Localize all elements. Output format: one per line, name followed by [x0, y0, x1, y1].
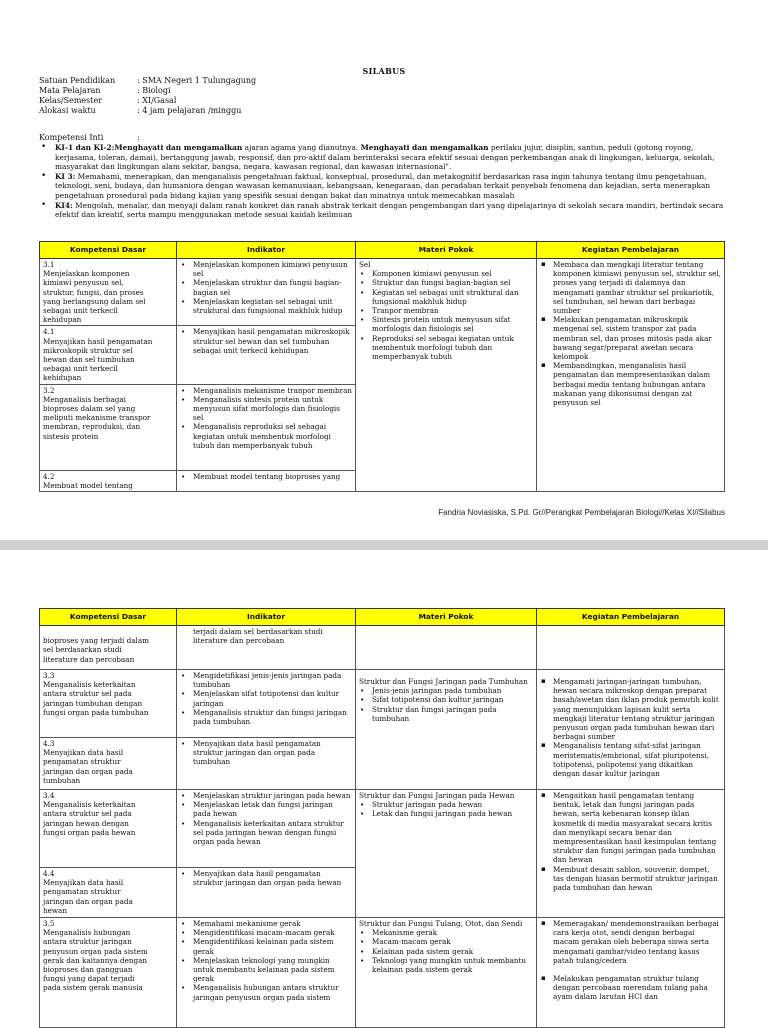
indikator-item: • Menyajikan hasil pengamatan mikroskopik struktur sel hewan dan sel tumbuhan sebagai unit terkecil kehidupan	[180, 327, 352, 355]
materi-list	[359, 928, 533, 974]
indikator-text: terjadi dalam sel berdasarkan studi literature dan percobaan	[193, 627, 323, 646]
kegiatan-list	[540, 260, 721, 407]
kd-text: Menganalisis berbagai bioproses dalam sel yang meliputi mekanisme transpor membran, reproduksi, dan sistesis protein	[43, 394, 151, 441]
kd-cell	[40, 384, 177, 470]
materi-item: • Macam-macam gerak	[359, 937, 533, 946]
kd-text: Menyajikan hasil pengamatan mikroskopik struktur sel hewan dan sel tumbuhan sebagai unit terkecil kehidupan	[43, 336, 153, 383]
kegiatan-item: ▪ Membuat desain sablon, souvenir, dompet, tas dengan hiasan bermotif struktur jaringan pada tumbuhan dan hewan	[540, 865, 721, 893]
ki-text: ajaran agama yang dianutnya.	[242, 143, 361, 152]
kegiatan-list	[540, 919, 721, 1002]
kd-text: Menyajikan data hasil pengamatan struktur jaringan dan organ pada hewan	[43, 878, 133, 915]
table-row	[40, 918, 725, 1028]
kd-cell	[40, 868, 177, 918]
header-materi-pokok: Materi Pokok	[356, 242, 537, 259]
indikator-item: • Menjelaskan komponen kimiawi penyusun sel	[180, 260, 352, 278]
header-kegiatan: Kegiatan Pembelajaran	[537, 242, 725, 259]
meta-row	[39, 86, 256, 96]
kd-number: 3.5	[43, 919, 55, 928]
kd-number: 3.3	[43, 671, 55, 680]
meta-value: : SMA Negeri 1 Tulungagung	[137, 76, 257, 85]
indikator-item: • Memahami mekanisme gerak	[180, 919, 352, 928]
kegiatan-cell	[537, 918, 725, 1028]
indikator-item: • Membuat model tentang bioproses yang	[180, 472, 352, 481]
page-2	[0, 550, 768, 1024]
indikator-item: • Menyajikan data hasil pengamatan struktur jaringan dan organ pada hewan	[180, 869, 352, 887]
page-gap	[0, 540, 768, 550]
materi-item: • Sintesis protein untuk menyusun sifat morfologis dan fisiologis sel	[359, 315, 533, 333]
kegiatan-item: ▪ Mengamati jaringan-jaringan tumbuhan, hewan secara mikroskop dengan preparat basah/awetan dan iklan produk pemutih kulit yang menunjukkan lapisan kulit serta mengkaji literatur tentang struktur jaringan penyusun organ pada tumbuhan hewan dari berbagai sumber	[540, 677, 721, 741]
indikator-cell	[177, 790, 356, 868]
meta-value: : 4 jam pelajaran /minggu	[137, 106, 242, 115]
indikator-cell	[177, 670, 356, 738]
kd-number: 4.1	[43, 327, 55, 337]
ki-lead: KI 3:	[55, 171, 76, 181]
indikator-item: • Menjelaskan struktur dan fungsi bagian-bagian sel	[180, 278, 352, 296]
materi-item: • Sifat totipotensi dan kultur jaringan	[359, 695, 533, 704]
kegiatan-item: ▪ Menganalisis tentang sifat-sifat jaringan meristematis/embrional, sifat pluripotensi, totipotensi, polipotensi yang dikaitkan dengan dasar kultur jaringan	[540, 741, 721, 778]
materi-item: • Reproduksi sel sebagai kegiatan untuk membentuk morfologi tubuh dan memperbanyak tubuh	[359, 334, 533, 362]
kegiatan-list	[540, 677, 721, 778]
materi-item: • Komponen kimiawi penyusun sel	[359, 269, 533, 278]
indikator-item: • Menganalisis reproduksi sel sebagai kegiatan untuk membentuk morfologi tubuh dan memperbanyak tubuh	[180, 422, 352, 450]
table-row	[40, 790, 725, 868]
kd-number: 3.4	[43, 791, 55, 800]
meta-value: : Biologi	[137, 86, 171, 95]
meta-row	[39, 106, 256, 116]
syllabus-table-2	[39, 608, 725, 1028]
materi-item: • Kegiatan sel sebagai unit struktural dan fungsional makhluk hidup	[359, 288, 533, 306]
indikator-item: • Menjelaskan kegiatan sel sebagai unit struktural dan fungsional makhluk hidup	[180, 297, 352, 315]
kd-cell	[40, 790, 177, 868]
kegiatan-cell	[537, 626, 725, 670]
kegiatan-item	[540, 974, 721, 1002]
kd-cell	[40, 918, 177, 1028]
kd-cell	[40, 626, 177, 670]
indikator-item: • Menganalisis keterkaitan antara struktur sel pada jaringan hewan dengan fungsi organ pada hewan	[180, 819, 352, 847]
kd-text: Menganalisis keterkaitan antara struktur sel pada jaringan tumbuhan dengan fungsi organ pada tumbuhan	[43, 680, 149, 717]
kd-number: 4.4	[43, 869, 55, 878]
kd-number: 3.2	[43, 385, 55, 395]
ki-item	[39, 172, 727, 201]
kegiatan-cell	[537, 259, 725, 492]
indikator-list	[180, 472, 352, 481]
meta-block	[39, 76, 256, 116]
kd-text: Menganalisis hubungan antara struktur jaringan penyusun organ pada sistem gerak dan kaitannya dengan bioproses dan gangguan fungsi yang dapat terjadi pada sistem gerak manusia	[43, 928, 148, 993]
page-footer: Fandria Noviasiska, S.Pd. Gr//Perangkat Pembelajaran Biologi//Kelas XI//Silabus	[438, 508, 725, 517]
indikator-cell	[177, 626, 356, 670]
kegiatan-item: ▪ Membandingkan, menganalisis hasil pengamatan dan mempresentasikan dalam berbagai media tentang hubungan antara makanan yang dikonsumsi dengan zat penyusun sel	[540, 361, 721, 407]
header-materi-pokok: Materi Pokok	[356, 609, 537, 626]
meta-label: Alokasi waktu	[39, 106, 96, 115]
indikator-list	[180, 327, 352, 355]
kd-number: 3.1	[43, 260, 55, 269]
ki-label: Kompetensi Inti	[39, 133, 104, 142]
indikator-cell	[177, 326, 356, 384]
ki-bold: Menghayati dan mengamalkan	[360, 143, 489, 152]
materi-cell	[356, 918, 537, 1028]
kd-cell	[40, 738, 177, 790]
kegiatan-list	[540, 791, 721, 892]
materi-cell	[356, 790, 537, 918]
materi-title: Sel	[359, 260, 371, 269]
kegiatan-cell	[537, 790, 725, 918]
table-header-row	[40, 609, 725, 626]
ki-lead: KI-1 dan KI-2:	[55, 143, 115, 152]
indikator-item: • Mengidentifikasi kelainan pada sistem gerak	[180, 937, 352, 955]
indikator-item: • Menganalisis sintesis protein untuk menyusun sifat morfologis dan fisiologis sel	[180, 395, 352, 423]
table-header-row	[40, 242, 725, 259]
header-kegiatan: Kegiatan Pembelajaran	[537, 609, 725, 626]
materi-item: • Letak dan fungsi jaringan pada hewan	[359, 809, 533, 818]
ki-colon: :	[137, 133, 140, 142]
header-kompetensi-dasar: Kompetensi Dasar	[40, 609, 177, 626]
indikator-list	[180, 386, 352, 450]
indikator-list	[180, 260, 352, 315]
materi-item: • Struktur dan fungsi bagian-bagian sel	[359, 278, 533, 287]
indikator-item: • Menganalisis mekanisme tranpor membran	[180, 386, 352, 395]
meta-value: : XI/Gasal	[137, 96, 177, 105]
kegiatan-item: ▪ Melakukan pengamatan mikroskopik mengenai sel, sistem transpor zat pada membran sel, dan proses mitosis pada akar bawang segar/preparat awetan secara kelompok	[540, 315, 721, 361]
kd-text: Menganalisis keterkaitan antara struktur sel pada jaringan hewan dengan fungsi organ pada hewan	[43, 800, 136, 837]
indikator-list	[180, 869, 352, 887]
document-title: SILABUS	[362, 66, 406, 76]
materi-title: Struktur dan Fungsi Jaringan pada Tumbuhan	[359, 677, 528, 686]
table-row	[40, 626, 725, 670]
kd-cell	[40, 670, 177, 738]
indikator-cell	[177, 384, 356, 470]
materi-title: Struktur dan Fungsi Jaringan pada Hewan	[359, 791, 515, 800]
materi-cell	[356, 259, 537, 492]
kd-text: bioproses yang terjadi dalam sel berdasarkan studi literature dan percobaan	[43, 636, 149, 664]
materi-item: • Kelainan pada sistem gerak	[359, 947, 533, 956]
materi-cell	[356, 670, 537, 790]
syllabus-table-1	[39, 241, 725, 492]
meta-label: Kelas/Semester	[39, 96, 103, 105]
ki-bold: Menghayati dan mengamalkan	[114, 143, 243, 152]
kegiatan-item: ▪ Mengaitkan hasil pengamatan tentang bentuk, letak dan fungsi jaringan pada hewan, serta kebenaran konsep iklan kosmetik di media masyarakat secara kritis dan menyikapi secara benar dan mempresentasikan hasil kesimpulan tentang struktur dan fungsi jaringan pada tumbuhan dan hewan	[540, 791, 721, 865]
materi-item: • Teknologi yang mungkin untuk membantu kelainan pada sistem gerak	[359, 956, 533, 974]
meta-row	[39, 96, 256, 106]
ki-heading	[39, 133, 140, 143]
indikator-item: • Menjelaskan struktur jaringan pada hewan	[180, 791, 352, 800]
ki-text: Mengolah, menalar, dan menyaji dalam ranah konkret dan ranah abstrak terkait dengan pengembangan dari yang dipelajarinya di sekolah secara mandiri, bertindak secara efektif dan kreatif, serta mampu menggunakan metode sesuai kaidah keilmuan	[55, 200, 724, 220]
indikator-cell	[177, 918, 356, 1028]
materi-item: • Mekanisme gerak	[359, 928, 533, 937]
indikator-cell	[177, 738, 356, 790]
materi-list	[359, 800, 533, 818]
indikator-item: • Menjelaskan letak dan fungsi jaringan pada hewan	[180, 800, 352, 818]
indikator-item: • Mengidentifikasi macam-macam gerak	[180, 928, 352, 937]
materi-cell	[356, 626, 537, 670]
table-row	[40, 670, 725, 738]
materi-item: • Jenis-jenis jaringan pada tumbuhan	[359, 686, 533, 695]
header-kompetensi-dasar: Kompetensi Dasar	[40, 242, 177, 259]
indikator-item: • Menyajikan data hasil pengamatan struktur jaringan dan organ pada tumbuhan	[180, 739, 352, 767]
ki-text: Memahami, menerapkan, dan menganalisis pengetahuan faktual, konseptual, prosedural, dan metakognitif berdasarkan rasa ingin tahunya tentang ilmu pengetahuan, teknologi, seni, budaya, dan humaniora dengan wawasan kemanusiaan, kebangsaan, kenegaraan, dan peradaban terkait penyebab fenomena dan kejadian, serta menerapkan pengetahuan prosedural pada bidang kajian yang spesifik sesuai dengan bakat dan minatnya untuk memecahkan masalah	[55, 171, 711, 200]
ki-item	[39, 143, 727, 172]
indikator-cell	[177, 470, 356, 491]
header-indikator: Indikator	[177, 609, 356, 626]
kd-text: Membuat model tentang	[43, 480, 133, 490]
header-indikator: Indikator	[177, 242, 356, 259]
indikator-item: • Menganalisis hubungan antara struktur jaringan penyusun organ pada sistem	[180, 983, 352, 1001]
materi-item: • Struktur jaringan pada hewan	[359, 800, 533, 809]
materi-item: • Tranpor membran	[359, 306, 533, 315]
kd-text: Menjelaskan komponen kimiawi penyusun sel, struktur, fungsi, dan proses yang berlangsung dalam sel sebagai unit terkecil kehidupan	[43, 269, 146, 325]
meta-label: Mata Pelajaran	[39, 86, 101, 95]
ki-item	[39, 201, 727, 220]
materi-list	[359, 686, 533, 723]
table-row	[40, 259, 725, 326]
kd-number: 4.2	[43, 471, 55, 481]
indikator-cell	[177, 259, 356, 326]
kegiatan-cell	[537, 670, 725, 790]
indikator-list	[180, 739, 352, 767]
indikator-item: • Menganalisis struktur dan fungsi jaringan pada tumbuhan	[180, 708, 352, 726]
meta-row	[39, 76, 256, 86]
ki-lead: KI4:	[55, 200, 73, 210]
materi-list	[359, 269, 533, 361]
kegiatan-item: ▪ Membaca dan mengkaji literatur tentang komponen kimiawi penyusun sel, struktur sel, proses yang terjadi di dalamnya dan mengamati gambar struktur sel prokariotik, sel tumbuhan, sel hewan dari berbagai sumber	[540, 260, 721, 315]
kd-cell	[40, 326, 177, 384]
indikator-item: • Mengidetifikasi jenis-jenis jaringan pada tumbuhan	[180, 671, 352, 689]
indikator-list	[180, 919, 352, 1002]
indikator-item: • Menjelaskan sifat totipotensi dan kultur jaringan	[180, 689, 352, 707]
materi-title: Struktur dan Fungsi Tulang, Otot, dan Sendi	[359, 919, 523, 928]
kegiatan-text: Melakukan pengamatan struktur tulang dengan percobaan merendam tulang paha ayam dalam larutan HCl dan	[553, 974, 708, 1002]
indikator-list	[180, 671, 352, 726]
kd-text: Menyajikan data hasil pengamatan struktur jaringan dan organ pada tumbuhan	[43, 748, 133, 785]
indikator-list	[180, 791, 352, 846]
meta-label: Satuan Pendidikan	[39, 76, 116, 85]
ki-list	[39, 143, 727, 220]
kd-cell	[40, 470, 177, 491]
indikator-item: • Menjelaskan teknologi yang mungkin untuk membantu kelainan pada sistem gerak	[180, 956, 352, 984]
kd-number: 4.3	[43, 739, 55, 748]
kd-cell	[40, 259, 177, 326]
kegiatan-item: ▪ Memeragakan/ mendemonstrasikan berbagai cara kerja otot, sendi dengan berbagai macam gerakan oleh beberapa siswa serta mengamati gambar/video tentang kasus patah tulang/cedera	[540, 919, 721, 965]
materi-item: • Struktur dan fungsi jaringan pada tumbuhan	[359, 705, 533, 723]
indikator-cell	[177, 868, 356, 918]
ki-text: perilaku jujur, disiplin, santun, peduli (gotong royong, kerjasama, toleran, damai), bertanggung jawab, responsif, dan pro-aktif dalam berinteraksi secara efektif sesuai dengan perkembangan anak di lingkungan, keluarga, sekolah, masyarakat dan lingkungan alam sekitar, bangsa, negara, kawasan regional, dan kawasan internasional".	[55, 143, 715, 172]
